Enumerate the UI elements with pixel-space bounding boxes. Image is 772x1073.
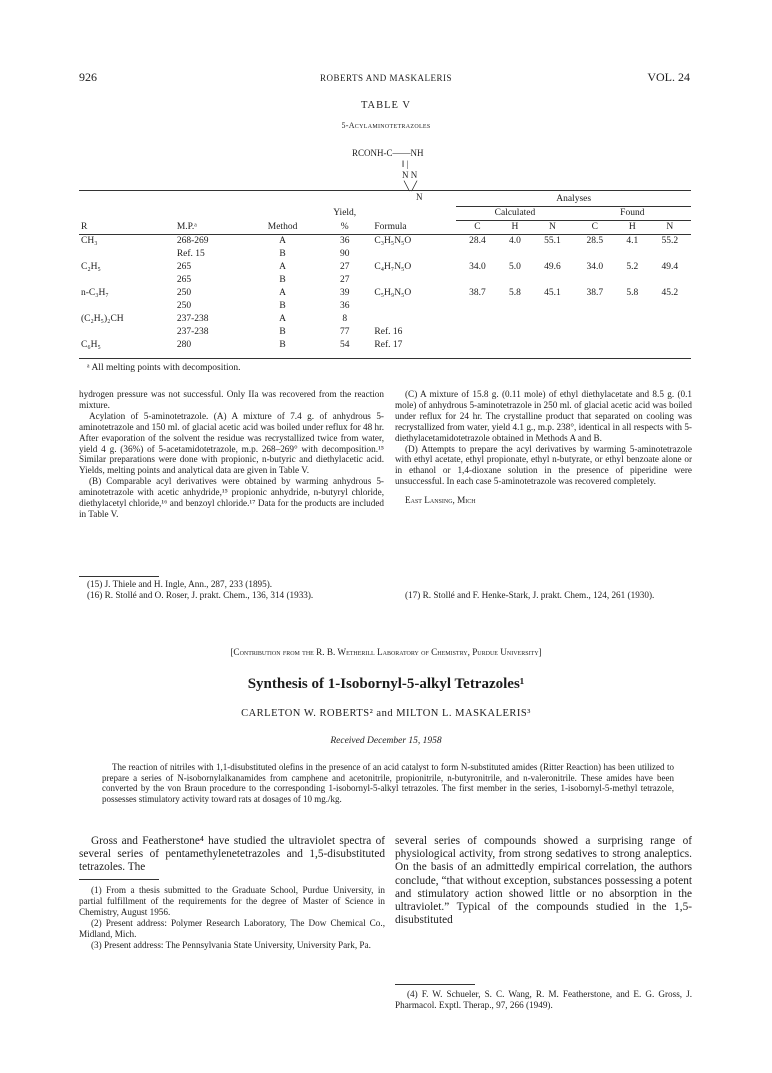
footnotes-right (395, 989, 692, 1011)
table-cell (616, 313, 649, 326)
table-cell: 39 (339, 288, 350, 298)
table-cell (574, 248, 616, 261)
column-header: R (79, 221, 175, 235)
table-cell: B (279, 249, 286, 259)
table-cell: 38.7 (469, 288, 486, 298)
column-header: Formula (372, 221, 456, 235)
table-cell (574, 313, 616, 326)
structure-line: ╲ ╱ (404, 181, 418, 191)
table-cell (456, 313, 498, 326)
table-cell (79, 274, 175, 287)
table-cell: 49.6 (544, 262, 561, 272)
table-cell (499, 274, 532, 287)
table-row (79, 339, 691, 352)
footnotes-left (79, 885, 385, 950)
table-cell: CH₃ (81, 236, 98, 246)
table-cell: C₂H₅ (81, 262, 101, 272)
references-left (79, 579, 384, 601)
table-cell (574, 339, 616, 352)
column-header: M.P.ᵃ (175, 221, 248, 235)
running-title: ROBERTS AND MASKALERIS (320, 73, 452, 83)
table-bottom-rule (79, 358, 691, 359)
table-cell: 34.0 (586, 262, 604, 272)
upper-left-column (79, 389, 384, 520)
table-cell: 36 (339, 301, 350, 311)
table-cell (649, 339, 691, 352)
table-cell (456, 274, 498, 287)
authors: CARLETON W. ROBERTS² and MILTON L. MASKALERIS³ (241, 708, 531, 719)
table-cell (79, 326, 175, 339)
table-cell (456, 339, 498, 352)
table-cell (499, 300, 532, 313)
table-cell (372, 248, 456, 261)
body-right (395, 835, 692, 927)
table-cell (616, 339, 649, 352)
upper-right-column (395, 389, 692, 506)
table-cell: 55.1 (544, 236, 561, 246)
table-row (79, 287, 691, 300)
yield-header: Yield, (333, 208, 357, 218)
footnote: (2) Present address: Polymer Research Laboratory, The Dow Chemical Co., Midland, Mich. (79, 917, 385, 939)
body-left (79, 835, 385, 875)
table-cell (574, 300, 616, 313)
table-cell (456, 248, 498, 261)
table-cell: C₆H₅ (81, 340, 101, 350)
table-cell: 268-269 (176, 236, 209, 246)
table-cell: 265 (176, 262, 192, 272)
paragraph: (C) A mixture of 15.8 g. (0.11 mole) of ethyl diethylacetate and 8.5 g. (0.1 mole) of anhydrous 5-aminotetrazole in 250 ml. of glacial acetic acid was boiled under reflux for 24 hr. The crystalline product that separated on cooling was recrystallized from water, yield 4.1 g., m.p. 238°, identical in all respects with 5-diethylacetamidotetrazole obtained in Methods A and B. (395, 389, 692, 443)
table-cell: 237-238 (176, 314, 209, 324)
article-title: Synthesis of 1-Isobornyl-5-alkyl Tetrazoles¹ (247, 676, 525, 692)
table-cell: 5.0 (509, 262, 521, 272)
table-cell: C₃H₅N₅O (374, 236, 412, 246)
table-cell: 28.5 (586, 236, 604, 246)
found-header: Found (574, 207, 691, 221)
table-cell: 280 (176, 340, 192, 350)
footnote: (3) Present address: The Pennsylvania State University, University Park, Pa. (91, 939, 371, 950)
reference: (15) J. Thiele and H. Ingle, Ann., 287, 233 (1895). (87, 579, 273, 589)
reference: (16) R. Stollé and O. Roser, J. prakt. Chem., 136, 314 (1933). (87, 589, 314, 600)
table-cell: 36 (339, 236, 350, 246)
column-header: Method (248, 221, 317, 235)
table-footnote: ᵃ All melting points with decomposition. (87, 363, 241, 373)
table-cell: 45.1 (544, 288, 561, 298)
calculated-header: Calculated (456, 207, 573, 221)
structure-line: ‖ | (402, 159, 409, 169)
table-cell (574, 326, 616, 339)
table-top-rule (79, 190, 691, 191)
table-cell: 49.4 (661, 262, 679, 272)
table-cell: 90 (339, 249, 350, 259)
table-cell (531, 300, 573, 313)
paragraph: several series of compounds showed a surprising range of physiological activity, from strong sedatives to strong analeptics. On the basis of an admittedly empirical correlation, the authors conclude, “that without exception, substances possessing a potent and stimulatory action showed little or no absorption in the ultraviolet.” Typical of the compounds studied in the 1,5-disubstituted (395, 835, 692, 927)
table-cell: 45.2 (661, 288, 679, 298)
table-row (79, 248, 691, 261)
table-cell (531, 326, 573, 339)
table-cell (456, 326, 498, 339)
abstract (102, 762, 674, 804)
page-number: 926 (79, 70, 97, 84)
table-caption: TABLE V (360, 100, 411, 111)
table-cell (79, 248, 175, 261)
column-header: N (649, 221, 691, 235)
column-header: N (531, 221, 573, 235)
table-cell (456, 300, 498, 313)
table-cell (531, 339, 573, 352)
table-cell: A (279, 236, 286, 246)
table-cell: 34.0 (469, 262, 486, 272)
table-cell: 265 (176, 275, 192, 285)
table-cell (531, 248, 573, 261)
table-cell (499, 326, 532, 339)
paragraph: (D) Attempts to prepare the acyl derivatives by warming 5-aminotetrazole with ethyl acetate, ethyl propionate, ethyl n-butyrate, or ethyl benzoate alone or in ethanol or 1,4-dioxane solution in the presence of piperidine were unsuccessful. In each case 5-aminotetrazole was recovered completely. (395, 443, 692, 487)
references-right (395, 590, 692, 601)
table-cell (616, 274, 649, 287)
paragraph: hydrogen pressure was not successful. Only IIa was recovered from the reaction mixture. (79, 389, 384, 410)
structure-line: N (416, 192, 423, 202)
table-cell: A (279, 288, 286, 298)
table-cell (616, 326, 649, 339)
table-cell: 28.4 (469, 236, 486, 246)
table-cell (531, 313, 573, 326)
table-row (79, 313, 691, 326)
table-cell (649, 313, 691, 326)
table-cell: 4.1 (626, 236, 639, 246)
table-cell (649, 300, 691, 313)
table-cell: C₄H₇N₅O (374, 262, 412, 272)
table-cell: A (279, 314, 286, 324)
table-cell (79, 300, 175, 313)
table-cell (372, 300, 456, 313)
abstract-text: The reaction of nitriles with 1,1-disubstituted olefins in the presence of an acid catalyst to form N-substituted amides (Ritter Reaction) has been utilized to prepare a series of N-isobornylalkanamides from camphene and acetonitrile, propionitrile, n-butyronitrile, and n-valeronitrile. These amides have been converted by the von Braun procedure to the corresponding 1-isobornyl-5-alkyl tetrazoles. The first member in the series, 1-isobornyl-5-methyl tetrazole, possesses stimulatory activity toward rats at dosages of 10 mg./kg. (102, 762, 674, 804)
table-cell: 55.2 (661, 236, 679, 246)
table-cell: 5.8 (626, 288, 639, 298)
table-row (79, 274, 691, 287)
table-cell (499, 339, 532, 352)
table-cell (616, 300, 649, 313)
footnote-rule (395, 984, 475, 985)
table-cell: 27 (339, 262, 350, 272)
column-header: H (499, 221, 532, 235)
table-cell (531, 274, 573, 287)
table-cell: B (279, 301, 286, 311)
table-cell: 5.2 (626, 262, 639, 272)
table-cell: 4.0 (509, 236, 521, 246)
table-row (79, 326, 691, 339)
footnote-rule (79, 879, 159, 880)
table-cell: C₅H₉N₅O (374, 288, 412, 298)
table-cell: 77 (339, 327, 350, 337)
table-row (79, 300, 691, 313)
table-cell (372, 274, 456, 287)
table-cell: Ref. 16 (374, 327, 403, 337)
table-cell: B (279, 275, 286, 285)
table-cell: 54 (339, 340, 350, 350)
table-cell (649, 248, 691, 261)
column-header: C (574, 221, 616, 235)
column-header: H (616, 221, 649, 235)
reference: (17) R. Stollé and F. Henke-Stark, J. prakt. Chem., 124, 261 (1930). (405, 590, 655, 600)
column-header: C (456, 221, 498, 235)
table-cell: 237-238 (176, 327, 209, 337)
footnote: (4) F. W. Schueler, S. C. Wang, R. M. Featherstone, and E. G. Gross, J. Pharmacol. Exptl. Therap., 97, 266 (1949). (395, 989, 692, 1010)
table-cell: (C₂H₅)₂CH (81, 314, 124, 324)
table-cell (649, 326, 691, 339)
paragraph: Acylation of 5-aminotetrazole. (A) A mixture of 7.4 g. of anhydrous 5-aminotetrazole and 150 ml. of glacial acetic acid was boiled under reflux for 48 hr. After evaporation of the solvent the residue was recrystallized twice from water, yield 4 g. (36%) of 5-acetamidotetrazole, m.p. 268–269° with decomposition.¹⁵ Similar preparations were done with propionic, n-butyric and diethylacetic acid. Yields, melting points and analytical data are given in Table V. (79, 410, 384, 476)
table-row (79, 261, 691, 274)
table-cell: 5.8 (509, 288, 521, 298)
footnote-rule (79, 576, 159, 577)
table-cell (372, 313, 456, 326)
column-header: % (317, 221, 372, 235)
table-cell: 250 (176, 301, 192, 311)
table-cell (499, 248, 532, 261)
table-cell (616, 248, 649, 261)
paragraph: Gross and Featherstone⁴ have studied the ultraviolet spectra of several series of pentamethylenetetrazoles and 1,5-disubstituted tetrazoles. The (79, 835, 385, 874)
table-row (79, 235, 691, 249)
structure-line: N N (402, 170, 418, 180)
data-table (79, 193, 691, 352)
table-cell: B (279, 340, 286, 350)
table-cell: 38.7 (586, 288, 604, 298)
table-cell (574, 274, 616, 287)
analyses-header: Analyses (456, 193, 691, 207)
paragraph: (B) Comparable acyl derivatives were obtained by warming anhydrous 5-aminotetrazole with acetic anhydride,¹⁵ propionic anhydride, n-butyryl chloride, diethylacetyl chloride,¹⁶ and benzoyl chloride.¹⁷ Data for the products are included in Table V. (79, 476, 384, 519)
structure-line: RCONH-C——NH (352, 148, 424, 158)
table-cell: 250 (176, 288, 192, 298)
table-cell: Ref. 15 (176, 249, 205, 259)
table-subtitle: 5-Acylaminotetrazoles (341, 121, 431, 130)
received-date: Received December 15, 1958 (330, 736, 442, 746)
table-cell (649, 274, 691, 287)
table-cell: B (279, 327, 286, 337)
table-cell: Ref. 17 (374, 340, 403, 350)
location: East Lansing, Mich (405, 495, 476, 506)
table-cell: 8 (342, 314, 348, 324)
contribution-line: [Contribution from the R. B. Wetherill Laboratory of Chemistry, Purdue University] (230, 647, 542, 657)
table-cell: n-C₃H₇ (81, 288, 109, 298)
table-cell: 27 (339, 275, 350, 285)
table-cell: A (279, 262, 286, 272)
footnote: (1) From a thesis submitted to the Graduate School, Purdue University, in partial fulfillment of the requirements for the degree of Master of Science in Chemistry, August 1956. (79, 885, 385, 917)
table-cell (499, 313, 532, 326)
volume-label: VOL. 24 (647, 70, 690, 84)
